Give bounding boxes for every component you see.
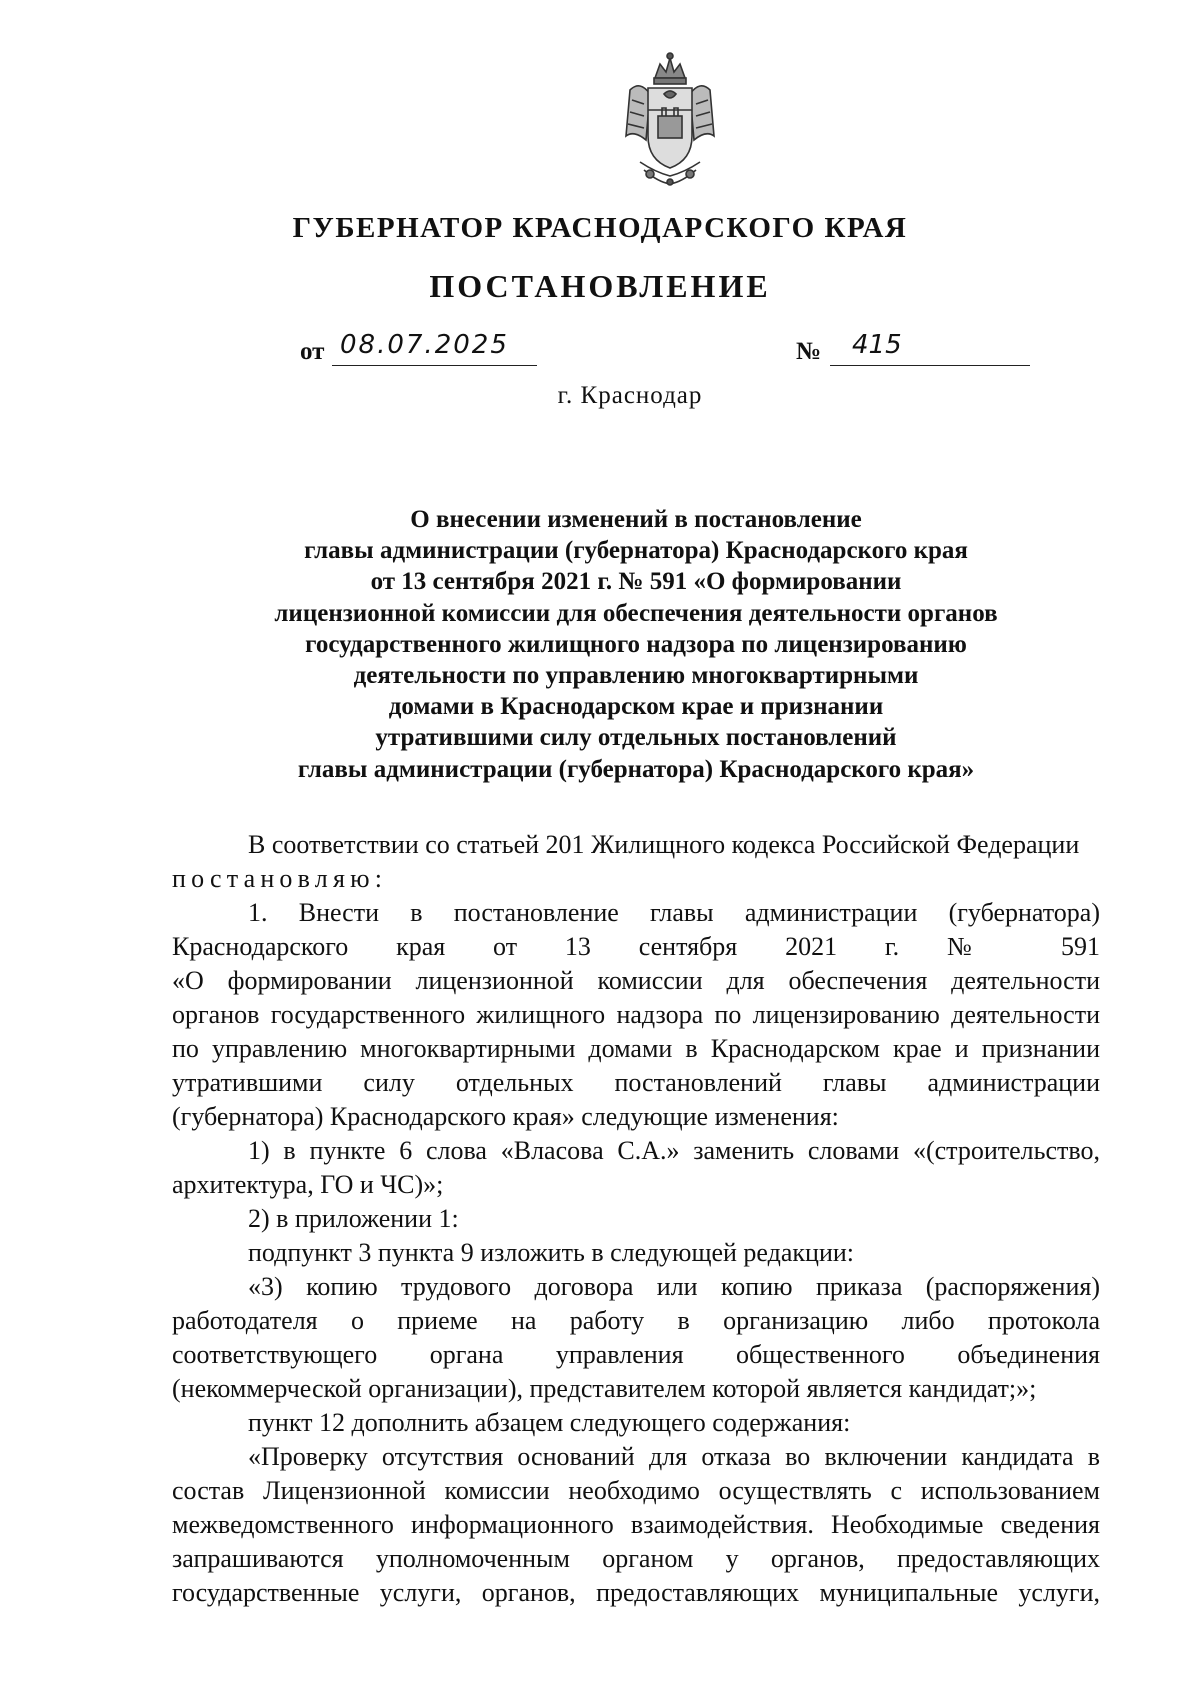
krasnodar-coat-of-arms-icon — [610, 50, 730, 190]
body-line: состав Лицензионной комиссии необходимо осуществлять с использованием — [172, 1476, 1100, 1505]
body-line: запрашиваются уполномоченным органом у органов, предоставляющих — [172, 1544, 1100, 1573]
body-line: Краснодарского края от 13 сентября 2021 г. № 591 — [172, 932, 1100, 961]
body-line: пункт 12 дополнить абзацем следующего содержания: — [248, 1408, 851, 1437]
title-line: лицензионной комиссии для обеспечения деятельности органов — [274, 599, 998, 627]
body-line: подпункт 3 пункта 9 изложить в следующей редакции: — [248, 1238, 854, 1267]
date-number-row — [0, 330, 1200, 370]
title-line: О внесении изменений в постановление — [410, 506, 862, 533]
title-line: домами в Краснодарском крае и признании — [388, 693, 884, 721]
city: г. Краснодар — [557, 382, 703, 409]
title-line: главы администрации (губернатора) Краснодарского края — [304, 537, 968, 565]
body-line: соответствующего органа управления общественного объединения — [172, 1340, 1100, 1369]
body-line: (некоммерческой организации), представителем которой является кандидат;»; — [172, 1374, 1037, 1403]
body-line: архитектура, ГО и ЧС)»; — [172, 1170, 444, 1199]
date-prefix: от — [300, 338, 325, 365]
body-line: межведомственного информационного взаимодействия. Необходимые сведения — [172, 1510, 1100, 1539]
body-line: 1) в пункте 6 слова «Власова С.А.» заменить словами «(строительство, — [248, 1136, 1100, 1165]
body-line: В соответствии со статьей 201 Жилищного кодекса Российской Федерации — [248, 830, 1080, 859]
title-line: главы администрации (губернатора) Краснодарского края» — [297, 755, 975, 783]
body-line: «3) копию трудового договора или копию приказа (распоряжения) — [248, 1272, 1100, 1301]
document-title — [172, 504, 1100, 785]
body-line: (губернатора) Краснодарского края» следующие изменения: — [172, 1102, 839, 1131]
body-line: 2) в приложении 1: — [248, 1204, 459, 1233]
issuing-authority: ГУБЕРНАТОР КРАСНОДАРСКОГО КРАЯ — [292, 212, 908, 244]
body-line: по управлению многоквартирными домами в Краснодарском крае и признании — [172, 1034, 1100, 1063]
document-date: 08.07.2025 — [332, 330, 537, 366]
body-line: государственные услуги, органов, предоставляющих муниципальные услуги, — [172, 1578, 1100, 1607]
number-prefix: № — [796, 338, 822, 365]
body-line: «О формировании лицензионной комиссии для обеспечения деятельности — [172, 966, 1100, 995]
title-line: от 13 сентября 2021 г. № 591 «О формировании — [370, 568, 902, 596]
title-line: деятельности по управлению многоквартирными — [353, 662, 919, 690]
body-line: органов государственного жилищного надзора по лицензированию деятельности — [172, 1000, 1100, 1029]
body-line: работодателя о приеме на работу в организацию либо протокола — [172, 1306, 1100, 1335]
body-line: утратившими силу отдельных постановлений главы администрации — [172, 1068, 1100, 1097]
title-line: утратившими силу отдельных постановлений — [375, 724, 897, 752]
decree-word: постановляю: — [172, 864, 388, 893]
document-type: ПОСТАНОВЛЕНИЕ — [429, 268, 771, 304]
body-line: «Проверку отсутствия оснований для отказа во включении кандидата в — [248, 1442, 1100, 1471]
document-body — [172, 828, 1100, 1610]
body-line: 1. Внести в постановление главы администрации (губернатора) — [248, 898, 1100, 927]
title-line: государственного жилищного надзора по лицензированию — [305, 630, 967, 658]
document-number: 415 — [830, 330, 1030, 366]
